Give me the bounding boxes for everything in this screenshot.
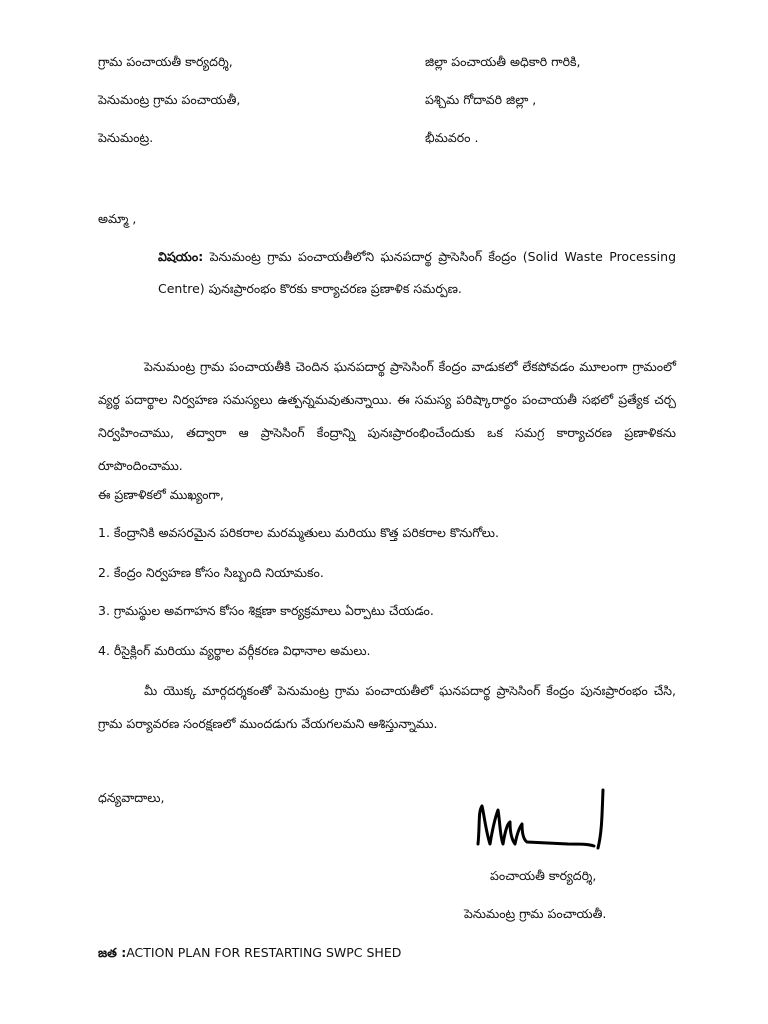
- plan-item-1: 1. కేంద్రానికి అవసరమైన పరికరాల మరమ్మతులు మరియు కొత్త పరికరాల కొనుగోలు.: [98, 525, 499, 540]
- sender-line-3: పెనుమంట్ర.: [98, 130, 154, 145]
- plan-intro: ఈ ప్రణాళికలో ముఖ్యంగా,: [98, 487, 224, 502]
- subject-block: [158, 241, 676, 305]
- enclosure: [98, 945, 401, 961]
- sender-line-1: గ్రామ పంచాయతీ కార్యదర్శి,: [98, 54, 233, 69]
- recipient-line-1: జిల్లా పంచాయతీ అధికారి గారికి,: [425, 54, 581, 69]
- subject-label: విషయం:: [158, 249, 204, 264]
- signatory-title: పంచాయతీ కార్యదర్శి,: [490, 868, 597, 883]
- plan-item-2: 2. కేంద్రం నిర్వహణ కోసం సిబ్బంది నియామకం.: [98, 565, 324, 580]
- plan-item-3: 3. గ్రామస్థుల అవగాహన కోసం శిక్షణా కార్యక్రమాలు ఏర్పాటు చేయడం.: [98, 603, 434, 618]
- salutation: అమ్మా ,: [98, 211, 137, 226]
- thanks: ధన్యవాదాలు,: [98, 790, 165, 805]
- body-paragraph: పెనుమంట్ర గ్రామ పంచాయతీకి చెందిన ఘనపదార్థ ప్రాసెసింగ్ కేంద్రం వాడుకలో లేకపోవడం మూలంగా గ్రామంలో వ్యర్థ పదార్థాల నిర్వహణ సమస్యలు ఉత్పన్నమవుతున్నాయి. ఈ సమస్య పరిష్కారార్థం పంచాయతీ సభలో ప్రత్యేక చర్చ నిర్వహించాము, తద్వారా ఆ ప్రాసెసింగ్ కేంద్రాన్ని పునఃప్రారంభించేందుకు ఒక సమగ్ర కార్యాచరణ ప్రణాళికను రూపొందించాము.: [98, 359, 676, 473]
- plan-item-4: 4. రీసైక్లింగ్ మరియు వ్యర్థాల వర్గీకరణ విధానాల అమలు.: [98, 643, 371, 658]
- recipient-line-3: భీమవరం .: [425, 130, 479, 145]
- recipient-line-2: పశ్చిమ గోదావరి జిల్లా ,: [425, 92, 537, 107]
- enclosure-text: ACTION PLAN FOR RESTARTING SWPC SHED: [126, 945, 402, 960]
- closing-paragraph: మీ యొక్క మార్గదర్శకంతో పెనుమంట్ర గ్రామ పంచాయతీలో ఘనపదార్థ ప్రాసెసింగ్ కేంద్రం పునఃప్రారంభం చేసి, గ్రామ పర్యావరణ సంరక్షణలో ముందడుగు వేయగలమని ఆశిస్తున్నాము.: [98, 683, 676, 731]
- sender-line-2: పెనుమంట్ర గ్రామ పంచాయతీ,: [98, 92, 241, 107]
- enclosure-label: జత :: [98, 945, 127, 960]
- subject-text: పెనుమంట్ర గ్రామ పంచాయతీలోని ఘనపదార్థ ప్రాసెసింగ్ కేంద్రం (Solid Waste Processing Centre) పునఃప్రారంభం కొరకు కార్యాచరణ ప్రణాళిక సమర్పణ.: [158, 249, 676, 296]
- signatory-office: పెనుమంట్ర గ్రామ పంచాయతీ.: [464, 906, 607, 921]
- signature-image: [470, 784, 620, 864]
